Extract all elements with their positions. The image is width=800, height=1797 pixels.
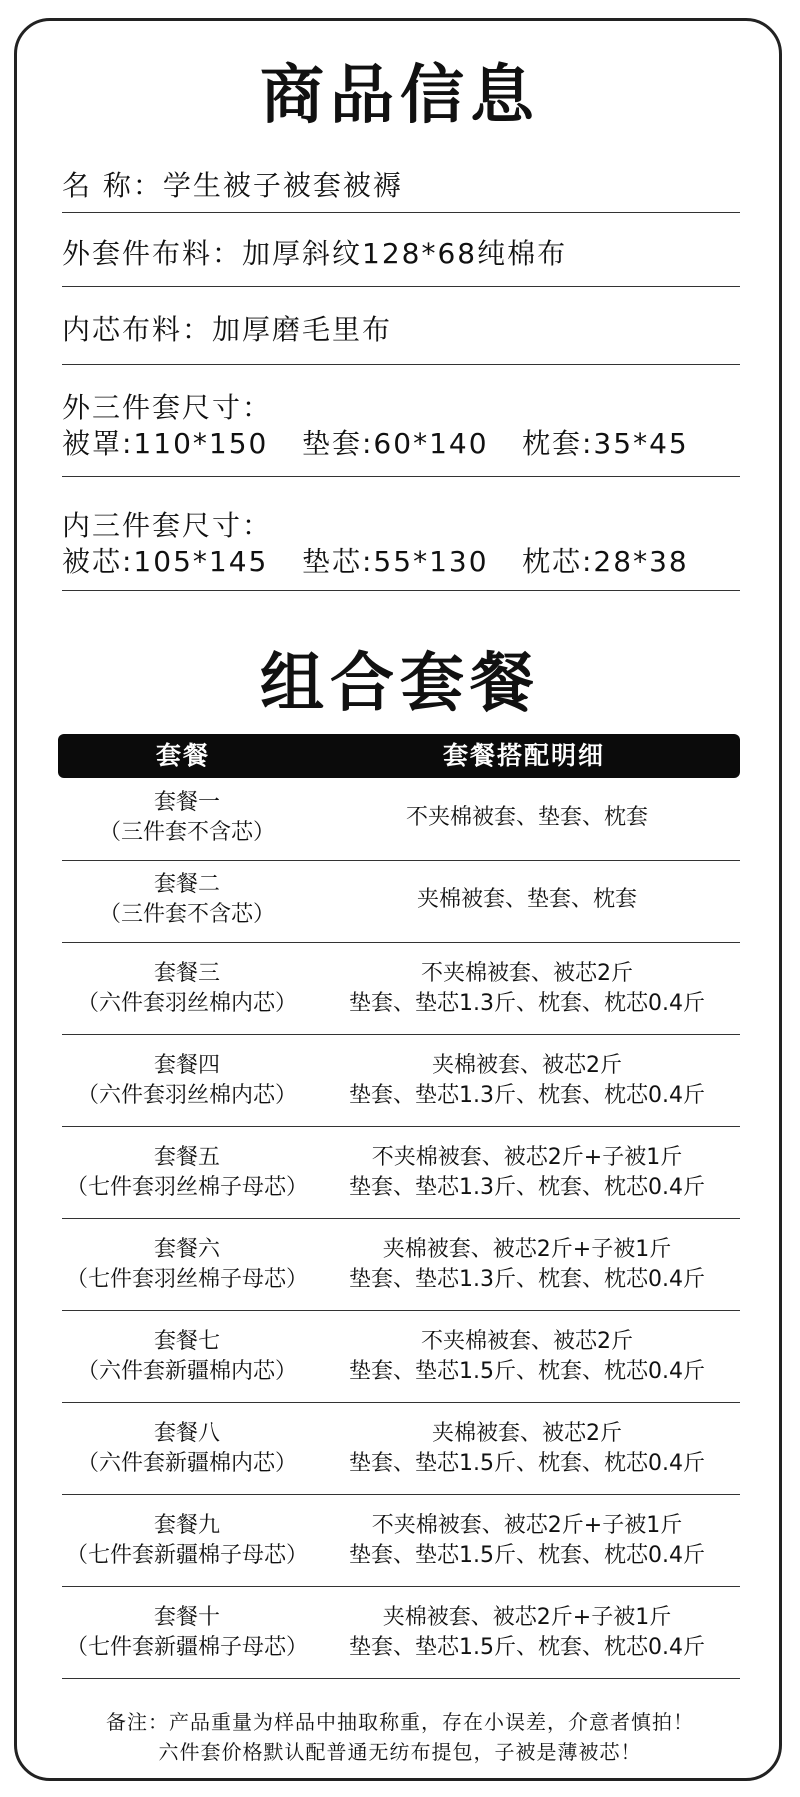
divider — [62, 1678, 740, 1679]
product-info-title: 商品信息 — [260, 59, 540, 133]
divider — [62, 860, 740, 861]
divider — [62, 1034, 740, 1035]
note-line-2: 六件套价格默认配普通无纺布提包，子被是薄被芯！ — [158, 1740, 642, 1764]
package-name — [62, 1419, 312, 1479]
detail-line-1: 不夹棉被套、垫套、枕套 — [405, 805, 648, 830]
package-name — [62, 1143, 312, 1203]
detail-line-1: 夹棉被套、被芯2斤 — [432, 1421, 622, 1446]
detail-line-2: 垫套、垫芯1.3斤、枕套、枕芯0.4斤 — [349, 991, 705, 1016]
divider — [62, 1586, 740, 1587]
package-name — [62, 788, 312, 848]
divider — [62, 590, 740, 591]
inner-fabric-line: 内芯布料：加厚磨毛里布 — [62, 313, 393, 346]
package-subtitle: （七件套新疆棉子母芯） — [65, 1543, 308, 1568]
package-name — [62, 1051, 312, 1111]
package-detail — [314, 1603, 740, 1663]
package-name — [62, 1235, 312, 1295]
detail-line-1: 不夹棉被套、被芯2斤+子被1斤 — [371, 1513, 683, 1538]
quilt-cover-size: 被罩:110*150 — [62, 427, 269, 461]
package-title: 套餐十 — [153, 1605, 220, 1630]
detail-line-1: 不夹棉被套、被芯2斤 — [421, 961, 633, 986]
note-line-1: 备注：产品重量为样品中抽取称重，存在小误差，介意者慎拍！ — [106, 1710, 694, 1734]
combo-table-header — [58, 734, 740, 778]
package-subtitle: （七件套新疆棉子母芯） — [65, 1635, 308, 1660]
header-package: 套餐 — [155, 741, 210, 770]
package-subtitle: （六件套羽丝棉内芯） — [76, 1083, 297, 1108]
pillow-cover-size: 枕套:35*45 — [522, 427, 689, 461]
package-subtitle: （六件套新疆棉内芯） — [76, 1451, 297, 1476]
inner-set-dims — [62, 544, 740, 580]
product-name-line: 名 称：学生被子被套被褥 — [62, 169, 403, 202]
detail-line-2: 垫套、垫芯1.3斤、枕套、枕芯0.4斤 — [349, 1267, 705, 1292]
detail-line-1: 夹棉被套、被芯2斤 — [432, 1053, 622, 1078]
package-name — [62, 1511, 312, 1571]
quilt-core-size: 被芯:105*145 — [62, 545, 269, 579]
package-subtitle: （七件套羽丝棉子母芯） — [65, 1175, 308, 1200]
divider — [62, 212, 740, 213]
detail-line-1: 夹棉被套、垫套、枕套 — [416, 887, 637, 912]
package-subtitle: （六件套羽丝棉内芯） — [76, 991, 297, 1016]
detail-line-2: 垫套、垫芯1.3斤、枕套、枕芯0.4斤 — [349, 1175, 705, 1200]
package-subtitle: （三件套不含芯） — [98, 820, 275, 845]
package-detail — [314, 1419, 740, 1479]
package-detail — [314, 1143, 740, 1203]
outer-set-dims — [62, 426, 740, 462]
outer-set-sizes — [62, 390, 740, 463]
detail-line-1: 不夹棉被套、被芯2斤 — [421, 1329, 633, 1354]
package-title: 套餐五 — [153, 1145, 220, 1170]
package-detail — [314, 959, 740, 1019]
outer-fabric-line: 外套件布料：加厚斜纹128*68纯棉布 — [62, 237, 568, 270]
package-subtitle: （六件套新疆棉内芯） — [76, 1359, 297, 1384]
package-title: 套餐九 — [153, 1513, 220, 1538]
divider — [62, 1494, 740, 1495]
outer-set-heading: 外三件套尺寸： — [62, 391, 273, 424]
package-subtitle: （三件套不含芯） — [98, 902, 275, 927]
package-subtitle: （七件套羽丝棉子母芯） — [65, 1267, 308, 1292]
inner-set-heading: 内三件套尺寸： — [62, 509, 273, 542]
package-name — [62, 959, 312, 1019]
package-title: 套餐二 — [153, 872, 220, 897]
divider — [62, 1218, 740, 1219]
package-detail — [314, 803, 740, 833]
header-details: 套餐搭配明细 — [442, 741, 605, 770]
detail-line-2: 垫套、垫芯1.5斤、枕套、枕芯0.4斤 — [349, 1451, 705, 1476]
mattress-cover-size: 垫套:60*140 — [302, 427, 489, 461]
detail-line-1: 夹棉被套、被芯2斤+子被1斤 — [382, 1237, 672, 1262]
package-detail — [314, 1511, 740, 1571]
divider — [62, 476, 740, 477]
package-detail — [314, 1235, 740, 1295]
package-name — [62, 870, 312, 930]
package-title: 套餐八 — [153, 1421, 220, 1446]
divider — [62, 1310, 740, 1311]
divider — [62, 942, 740, 943]
package-title: 套餐三 — [153, 961, 220, 986]
detail-line-2: 垫套、垫芯1.3斤、枕套、枕芯0.4斤 — [349, 1083, 705, 1108]
package-title: 套餐六 — [153, 1237, 220, 1262]
combo-title: 组合套餐 — [260, 647, 540, 721]
detail-line-2: 垫套、垫芯1.5斤、枕套、枕芯0.4斤 — [349, 1635, 705, 1660]
inner-set-sizes — [62, 508, 740, 581]
divider — [62, 1126, 740, 1127]
package-title: 套餐一 — [153, 790, 220, 815]
package-detail — [314, 1327, 740, 1387]
detail-line-2: 垫套、垫芯1.5斤、枕套、枕芯0.4斤 — [349, 1359, 705, 1384]
mattress-core-size: 垫芯:55*130 — [302, 545, 489, 579]
package-name — [62, 1603, 312, 1663]
detail-line-1: 夹棉被套、被芯2斤+子被1斤 — [382, 1605, 672, 1630]
divider — [62, 286, 740, 287]
pillow-core-size: 枕芯:28*38 — [522, 545, 689, 579]
divider — [62, 1402, 740, 1403]
detail-line-2: 垫套、垫芯1.5斤、枕套、枕芯0.4斤 — [349, 1543, 705, 1568]
package-detail — [314, 1051, 740, 1111]
detail-line-1: 不夹棉被套、被芯2斤+子被1斤 — [371, 1145, 683, 1170]
package-title: 套餐四 — [153, 1053, 220, 1078]
divider — [62, 364, 740, 365]
package-detail — [314, 885, 740, 915]
package-title: 套餐七 — [153, 1329, 220, 1354]
package-name — [62, 1327, 312, 1387]
